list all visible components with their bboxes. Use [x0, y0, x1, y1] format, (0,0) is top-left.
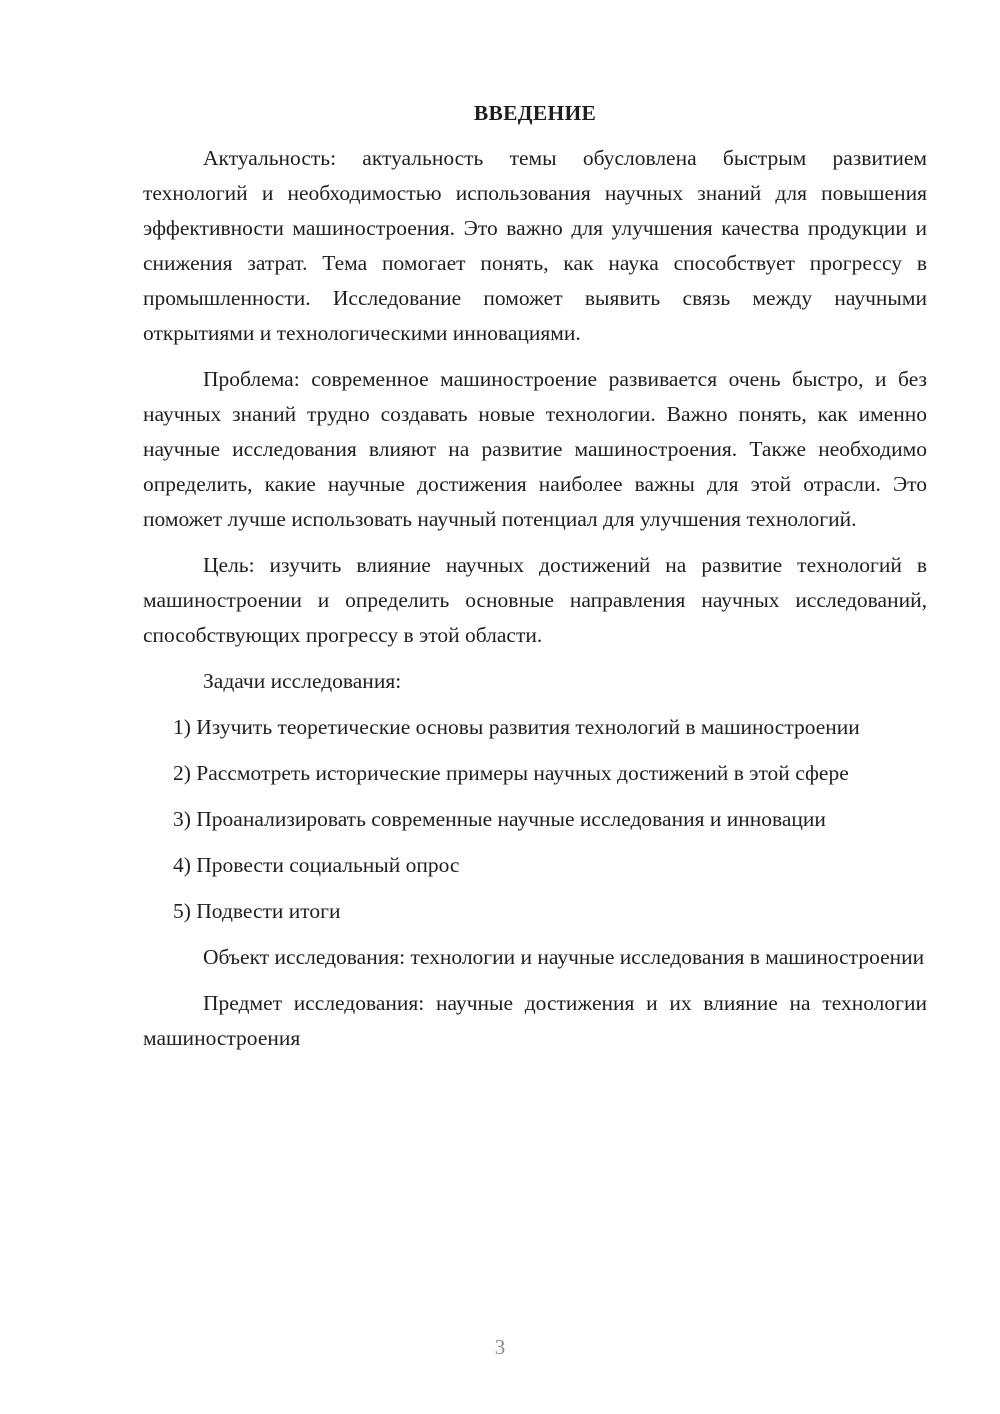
relevance-paragraph: Актуальность: актуальность темы обусловлена быстрым развитием технологий и необходимостью использования научных знаний для повышения эффективности машиностроения. Это важно для улучшения качества продукции и снижения затрат. Тема помогает понять, как наука способствует прогрессу в промышленности. Исследование поможет выявить связь между научными открытиями и технологическими инновациями.	[143, 146, 927, 345]
subject-paragraph: Предмет исследования: научные достижения и их влияние на технологии машиностроения	[143, 991, 927, 1050]
task-item: 4) Провести социальный опрос	[173, 853, 460, 877]
tasks-intro: Задачи исследования:	[203, 669, 402, 693]
task-item: 2) Рассмотреть исторические примеры научных достижений в этой сфере	[173, 761, 849, 785]
task-item: 3) Проанализировать современные научные исследования и инновации	[173, 807, 826, 831]
task-item: 5) Подвести итоги	[173, 899, 341, 923]
section-heading: ВВЕДЕНИЕ	[473, 101, 597, 125]
document-page	[143, 96, 927, 1067]
goal-paragraph: Цель: изучить влияние научных достижений на развитие технологий в машиностроении и определить основные направления научных исследований, способствующих прогрессу в этой области.	[143, 553, 927, 647]
page-number: 3	[494, 1335, 506, 1359]
object-paragraph: Объект исследования: технологии и научные исследования в машиностроении	[203, 945, 925, 969]
problem-paragraph: Проблема: современное машиностроение развивается очень быстро, и без научных знаний трудно создавать новые технологии. Важно понять, как именно научные исследования влияют на развитие машиностроения. Также необходимо определить, какие научные достижения наиболее важны для этой отрасли. Это поможет лучше использовать научный потенциал для улучшения технологий.	[143, 367, 927, 531]
task-item: 1) Изучить теоретические основы развития технологий в машиностроении	[173, 715, 860, 739]
